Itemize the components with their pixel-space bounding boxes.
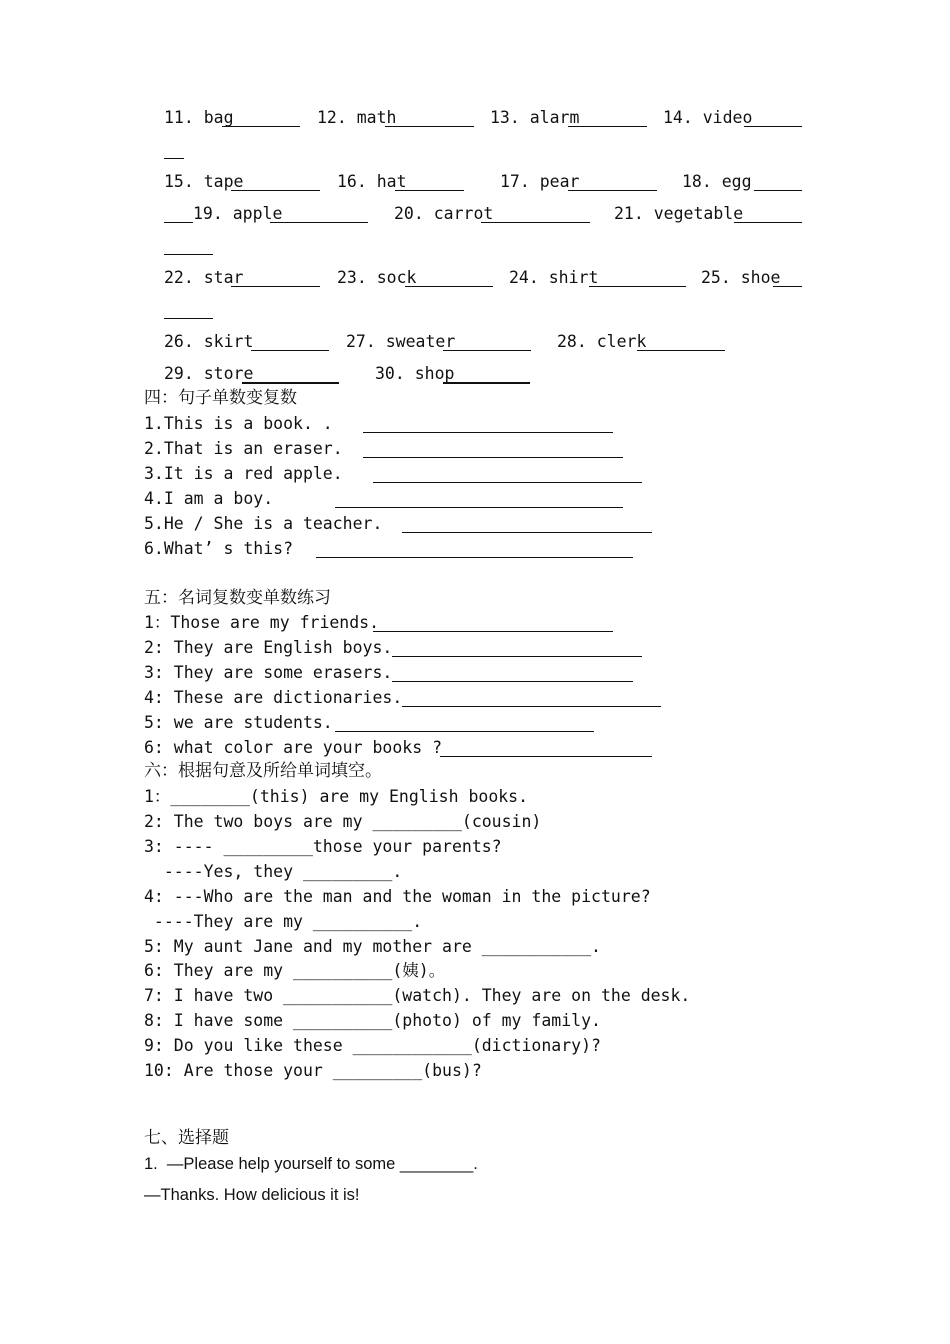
vocab-item: 24. shirt — [509, 268, 599, 287]
section-title: 七、选择题 — [144, 1128, 229, 1148]
fill-in-line: 3: ---- _________those your parents? — [144, 837, 502, 856]
vocab-item: 20. carrot — [394, 204, 494, 223]
vocab-item: 17. pear — [500, 172, 580, 191]
question-line: 1. —Please help yourself to some ________. — [144, 1155, 478, 1173]
fill-in-line: 9: Do you like these ____________(dictionary)? — [144, 1036, 601, 1055]
answer-blank[interactable] — [373, 631, 613, 632]
answer-blank[interactable] — [335, 507, 623, 508]
vocab-item: 23. sock — [337, 268, 417, 287]
exercise-sentence: 3.It is a red apple. — [144, 464, 343, 483]
exercise-sentence: 6.What’ s this? — [144, 539, 294, 558]
exercise-sentence: 2.That is an eraser. — [144, 439, 343, 458]
vocab-item: 11. bag — [164, 108, 234, 127]
answer-blank[interactable] — [773, 286, 802, 287]
answer-blank[interactable] — [568, 126, 647, 127]
section-title: 六：根据句意及所给单词填空。 — [144, 761, 382, 781]
answer-blank-continued[interactable] — [164, 254, 213, 255]
fill-in-line: 5: My aunt Jane and my mother are ___________. — [144, 937, 601, 956]
answer-blank[interactable] — [568, 190, 657, 191]
answer-blank-continued[interactable] — [164, 158, 184, 159]
answer-blank[interactable] — [443, 350, 531, 351]
vocab-item: 30. shop — [375, 364, 455, 383]
answer-blank[interactable] — [392, 681, 633, 682]
answer-blank[interactable] — [373, 482, 642, 483]
vocab-item: 12. math — [317, 108, 397, 127]
answer-blank[interactable] — [222, 126, 300, 127]
answer-blank[interactable] — [231, 286, 320, 287]
fill-in-line: 2: The two boys are my _________(cousin) — [144, 812, 542, 831]
section-title: 五：名词复数变单数练习 — [144, 588, 331, 608]
answer-blank[interactable] — [363, 457, 623, 458]
vocab-item: 22. star — [164, 268, 244, 287]
answer-line: —Thanks. How delicious it is! — [144, 1186, 360, 1204]
vocab-item: 25. shoe — [701, 268, 781, 287]
answer-blank[interactable] — [402, 532, 652, 533]
fill-in-line: 10: Are those your _________(bus)? — [144, 1061, 482, 1080]
answer-blank[interactable] — [481, 222, 590, 223]
answer-blank[interactable] — [231, 190, 320, 191]
answer-blank[interactable] — [744, 126, 802, 127]
answer-blank[interactable] — [443, 382, 530, 384]
answer-blank[interactable] — [242, 382, 339, 384]
fill-in-line: 4: ---Who are the man and the woman in the picture? — [144, 887, 651, 906]
answer-blank[interactable] — [395, 190, 464, 191]
fill-in-line: ----They are my __________. — [144, 912, 423, 931]
answer-blank[interactable] — [637, 350, 725, 351]
vocab-item: 16. hat — [337, 172, 407, 191]
exercise-sentence: 2: They are English boys. — [144, 638, 393, 657]
answer-blank[interactable] — [335, 731, 594, 732]
fill-in-line: ----Yes, they _________. — [144, 862, 403, 881]
answer-blank[interactable] — [316, 557, 633, 558]
answer-blank[interactable] — [589, 286, 686, 287]
section-title: 四：句子单数变复数 — [144, 388, 297, 408]
answer-blank-continued[interactable] — [164, 318, 213, 319]
vocab-item: 28. clerk — [557, 332, 647, 351]
answer-blank[interactable] — [734, 222, 802, 223]
fill-in-line: 1：________(this) are my English books. — [144, 787, 529, 806]
answer-blank[interactable] — [270, 222, 368, 223]
vocab-item: 18. egg — [682, 172, 752, 191]
answer-blank[interactable] — [385, 126, 474, 127]
fill-in-line: 6: They are my __________(姨)。 — [144, 961, 446, 980]
fill-in-line: 8: I have some __________(photo) of my family. — [144, 1011, 601, 1030]
answer-blank[interactable] — [363, 432, 613, 433]
answer-blank-continued[interactable] — [164, 222, 193, 223]
vocab-item: 26. skirt — [164, 332, 254, 351]
vocab-item: 15. tape — [164, 172, 244, 191]
exercise-sentence: 1.This is a book. . — [144, 414, 333, 433]
vocab-item: 14. video — [663, 108, 753, 127]
vocab-item: 19. apple — [193, 204, 283, 223]
answer-blank[interactable] — [251, 350, 329, 351]
answer-blank[interactable] — [440, 756, 652, 757]
vocab-item: 29. store — [164, 364, 254, 383]
vocab-item: 27. sweater — [346, 332, 456, 351]
exercise-sentence: 1：Those are my friends. — [144, 613, 380, 632]
exercise-sentence: 5: we are students. — [144, 713, 333, 732]
exercise-sentence: 3: They are some erasers. — [144, 663, 393, 682]
exercise-sentence: 5.He / She is a teacher. — [144, 514, 383, 533]
vocab-item: 21. vegetable — [614, 204, 744, 223]
exercise-sentence: 4: These are dictionaries. — [144, 688, 403, 707]
exercise-sentence: 6: what color are your books ? — [144, 738, 443, 757]
exercise-sentence: 4.I am a boy. — [144, 489, 274, 508]
answer-blank[interactable] — [392, 656, 642, 657]
fill-in-line: 7: I have two ___________(watch). They are on the desk. — [144, 986, 691, 1005]
answer-blank[interactable] — [402, 706, 661, 707]
vocab-item: 13. alarm — [490, 108, 580, 127]
answer-blank[interactable] — [754, 190, 802, 191]
answer-blank[interactable] — [405, 286, 493, 287]
